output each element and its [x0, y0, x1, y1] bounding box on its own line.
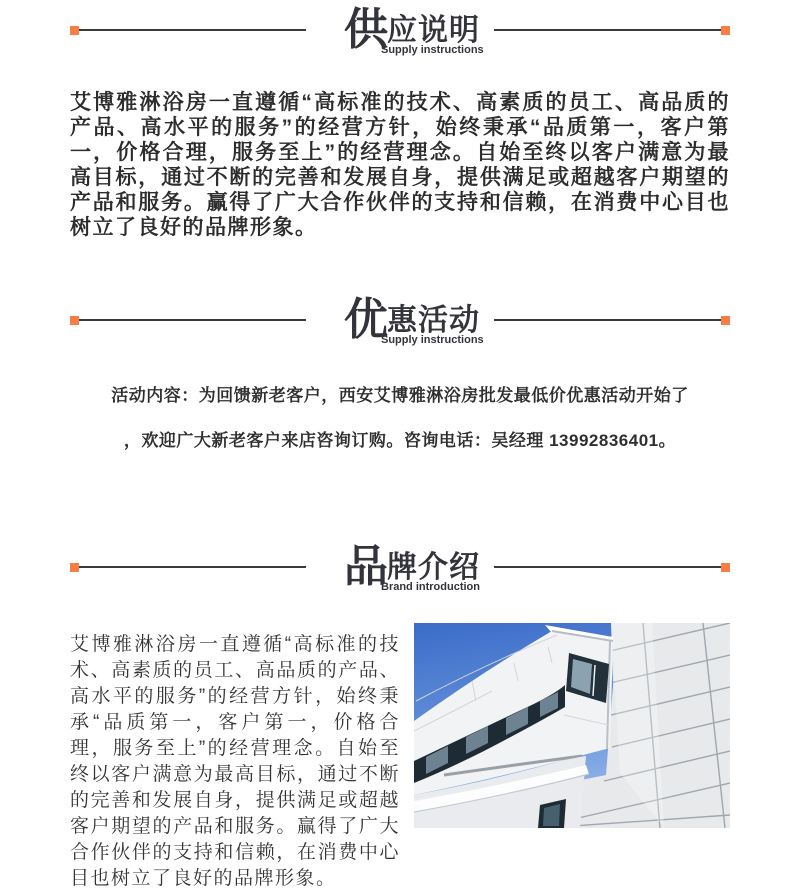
section-title-big-char: 供: [344, 5, 387, 54]
promo-activity-text: [70, 373, 730, 463]
section-subtitle-english: Brand introduction: [381, 581, 480, 593]
section-title-big-char: 优: [344, 295, 387, 344]
section-subtitle-english: Supply instructions: [381, 334, 484, 346]
section-title-promo: [344, 295, 484, 346]
divider-line: [494, 566, 721, 568]
section-subtitle-english: Supply instructions: [381, 44, 484, 56]
building-facade-photo: [414, 623, 730, 828]
divider-line: [79, 29, 306, 31]
promo-line-1: 活动内容：为回馈新老客户，西安艾博雅淋浴房批发最低价优惠活动开始了: [111, 386, 689, 405]
section-header-promo: [70, 296, 730, 344]
orange-square-decoration: [721, 563, 730, 572]
orange-square-decoration: [70, 316, 79, 325]
promo-line-2: ，欢迎广大新老客户来店咨询订购。咨询电话：吴经理 13992836401。: [123, 431, 677, 450]
section-title-text: 应说明: [387, 14, 480, 47]
section-title-big-char: 品: [344, 542, 387, 591]
section-header-supply: [70, 6, 730, 54]
building-facade-illustration: [414, 623, 730, 828]
orange-square-decoration: [721, 316, 730, 325]
section-title-text: 牌介绍: [387, 551, 480, 584]
section-title-text: 惠活动: [387, 304, 480, 337]
section-header-brand: [70, 543, 730, 591]
brand-intro-section: [70, 627, 730, 892]
section-title-brand: [344, 542, 480, 593]
divider-line: [494, 319, 721, 321]
orange-square-decoration: [721, 26, 730, 35]
orange-square-decoration: [70, 563, 79, 572]
divider-line: [79, 566, 306, 568]
divider-line: [79, 319, 306, 321]
supply-description-paragraph: 艾博雅淋浴房一直遵循“高标准的技术、高素质的员工、高品质的产品、高水平的服务”的经营方针，始终秉承“品质第一，客户第一，价格合理，服务至上”的经营理念。自始至终以客户满意为最高目标，通过不断的完善和发展自身，提供满足或超越客户期望的产品和服务。赢得了广大合作伙伴的支持和信赖，在消费中心目也树立了良好的品牌形象。: [70, 91, 730, 239]
orange-square-decoration: [70, 26, 79, 35]
brand-description-paragraph: 艾博雅淋浴房一直遵循“高标准的技术、高素质的员工、高品质的产品、高水平的服务”的经营方针，始终秉承“品质第一，客户第一，价格合理，服务至上”的经营理念。自始至终以客户满意为最高目标，通过不断的完善和发展自身，提供满足或超越客户期望的产品和服务。赢得了广大合作伙伴的支持和信赖，在消费中心目也树立了良好的品牌形象。: [70, 634, 400, 889]
divider-line: [494, 29, 721, 31]
section-title-supply: [344, 5, 484, 56]
